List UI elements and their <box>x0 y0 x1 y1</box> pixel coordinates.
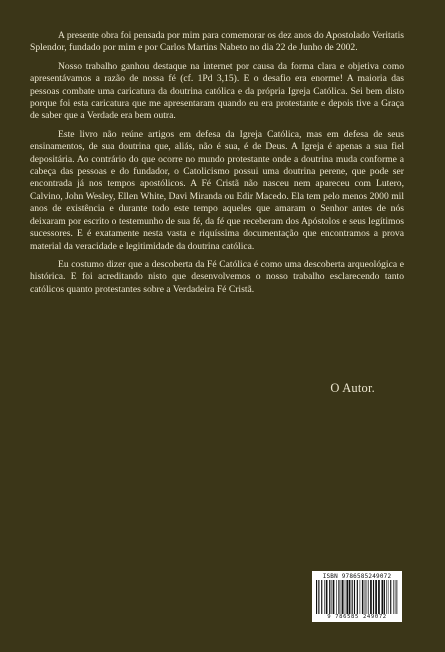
isbn-label: ISBN 9786585249072 <box>322 573 392 580</box>
barcode-bar <box>326 580 328 614</box>
barcode-bar <box>365 580 366 614</box>
barcode-bar <box>342 580 344 614</box>
barcode-bar <box>362 580 363 614</box>
barcode-bar <box>357 580 358 614</box>
barcode-bar <box>375 580 377 614</box>
barcode-digits: 9 786585 249072 <box>327 614 387 620</box>
barcode-bar <box>333 580 335 614</box>
barcode-bar <box>384 580 385 614</box>
barcode-bar <box>378 580 380 614</box>
barcode-bar <box>354 580 355 614</box>
barcode-bar <box>390 580 391 614</box>
body-text <box>30 30 404 302</box>
barcode-bar <box>321 580 322 614</box>
barcode-bar <box>393 580 394 614</box>
barcode-bar <box>318 580 319 614</box>
barcode-bar <box>352 580 353 614</box>
author-signature: O Autor. <box>330 381 375 395</box>
barcode-bar <box>336 580 337 614</box>
barcode-bar <box>349 580 351 614</box>
barcode-bar <box>329 580 330 614</box>
barcode-bar <box>368 580 369 614</box>
barcode-bar <box>345 580 346 614</box>
barcode-bar <box>346 580 348 614</box>
barcode-bar <box>341 580 342 614</box>
barcode-bar <box>386 580 387 614</box>
paragraph-4: Eu costumo dizer que a descoberta da Fé Católica é como uma descoberta arqueológica e histórica. E foi acreditando nisto que desenvolvemos o nosso trabalho esclarecendo tanto católicos quanto protestantes sobre a Verdadeira Fé Cristã. <box>30 258 404 295</box>
barcode-bar <box>360 580 361 614</box>
paragraph-3: Este livro não reúne artigos em defesa da Igreja Católica, mas em defesa de seus ensinamentos, de sua doutrina que, aliás, não é sua, é de Deus. A Igreja é apenas a sua fiel depositária. Ao contrário do que ocorre no mundo protestante onde a doutrina muda conforme a cabeça das pessoas e do fundador, o Catolicismo possui uma doutrina perene, que pode ser encontrada já nos tempos apostólicos. A Fé Cristã não nasceu nem apareceu com Lutero, Calvino, John Wesley, Ellen White, Davi Miranda ou Edir Macedo. Ela tem pelo menos 2000 mil anos de existência e durante todo este tempo aqueles que amaram o Senhor antes de nós deixaram por escrito o testemunho de sua fé, da fé que receberam dos Apóstolos e seus legítimos sucessores. E é exatamente nesta vasta e riquíssima documentação que encontramos a prova material da veracidade e legitimidade da doutrina católica. <box>30 128 404 252</box>
paragraph-1: A presente obra foi pensada por mim para comemorar os dez anos do Apostolado Veritatis Splendor, fundado por mim e por Carlos Martins Nabeto no dia 22 de Junho de 2002. <box>30 30 404 54</box>
barcode-bar <box>396 580 397 614</box>
barcode-bar <box>364 580 365 614</box>
barcode-bar <box>395 580 396 614</box>
isbn-barcode <box>312 571 402 622</box>
barcode-bar <box>370 580 372 614</box>
barcode-bar <box>316 580 317 614</box>
barcode-bar <box>367 580 368 614</box>
barcode-bar <box>331 580 332 614</box>
barcode-bar <box>382 580 384 614</box>
barcode-bar <box>324 580 325 614</box>
barcode-bar <box>388 580 389 614</box>
paragraph-2: Nosso trabalho ganhou destaque na internet por causa da forma clara e objetiva como apresentávamos a razão de nossa fé (cf. 1Pd 3,15). E o desafio era enorme! A maioria das pessoas combate uma caricatura da doutrina católica e da própria Igreja Católica. Sei bem disto porque foi esta caricatura que me apresentaram quando eu era protestante e depois tive a Graça de saber que a Verdade era bem outra. <box>30 60 404 122</box>
barcode-bar <box>373 580 374 614</box>
barcode-bar <box>338 580 339 614</box>
barcode-bars <box>315 580 399 614</box>
